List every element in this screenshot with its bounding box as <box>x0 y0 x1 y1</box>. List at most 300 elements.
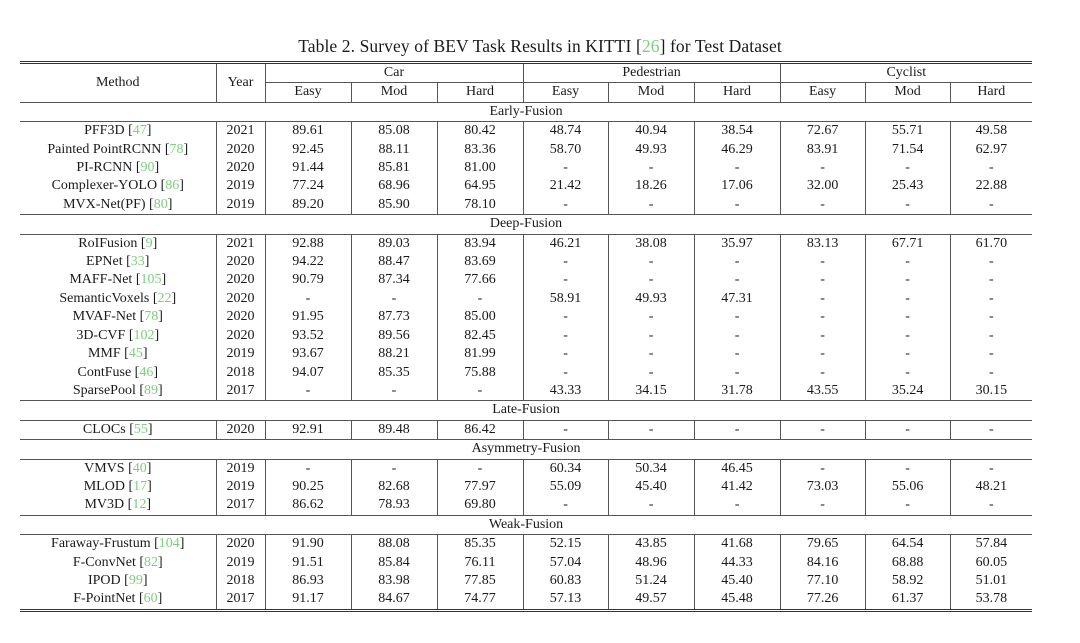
method-name: CLOCs <box>82 421 126 437</box>
value-cell: 57.13 <box>523 590 608 610</box>
table-row <box>20 459 1032 478</box>
value-cell: - <box>608 364 694 382</box>
value-cell: 60.83 <box>523 572 608 590</box>
value-cell: 89.20 <box>265 196 351 215</box>
value-cell: 47.31 <box>694 290 780 308</box>
value-cell: 57.04 <box>523 554 608 572</box>
value-cell: 85.35 <box>351 364 437 382</box>
table-row <box>20 122 1032 141</box>
value-cell: - <box>988 460 994 476</box>
value-cell: 45.40 <box>608 478 694 496</box>
value-cell: 73.03 <box>780 478 865 496</box>
value-cell: 69.80 <box>437 496 523 515</box>
value-cell: 46.21 <box>523 234 608 253</box>
value-cell: 83.36 <box>437 141 523 159</box>
value-cell: - <box>780 290 865 308</box>
value-cell: 85.90 <box>351 196 437 215</box>
value-cell: 82.68 <box>351 478 437 496</box>
value-cell: 38.54 <box>694 122 780 141</box>
value-cell: - <box>437 290 523 308</box>
year-cell: 2019 <box>216 196 265 215</box>
value-cell: - <box>694 271 780 289</box>
citation-link[interactable]: 17 <box>133 478 148 494</box>
table-row <box>20 253 1032 271</box>
table-row <box>20 327 1032 345</box>
value-cell: - <box>523 327 608 345</box>
method-name: VMVS <box>84 460 125 476</box>
citation-link[interactable]: 47 <box>132 123 147 139</box>
year-cell: 2020 <box>216 253 265 271</box>
value-cell: 92.45 <box>265 141 351 159</box>
section-header-row <box>20 515 1032 534</box>
citation-link[interactable]: 80 <box>153 196 168 212</box>
citation-link[interactable]: 60 <box>143 591 158 607</box>
section-header-row <box>20 102 1032 121</box>
value-cell: 43.33 <box>523 382 608 401</box>
value-cell: 92.91 <box>265 420 351 439</box>
method-name: PI-RCNN <box>76 160 133 176</box>
method-cell: MAFF-Net [105] <box>20 271 216 289</box>
header-cyc-easy: Easy <box>780 83 865 102</box>
header-group-car: Car <box>265 63 523 83</box>
citation-link[interactable]: 82 <box>144 554 158 570</box>
method-name: SparsePool <box>72 382 136 398</box>
citation-link[interactable]: 78 <box>169 141 184 157</box>
value-cell: 53.78 <box>950 590 1032 610</box>
value-cell: - <box>694 345 780 363</box>
value-cell: - <box>780 159 865 177</box>
method-cell: MV3D [12] <box>20 496 216 515</box>
value-cell: 35.97 <box>694 234 780 253</box>
value-cell: 48.96 <box>608 554 694 572</box>
value-cell: - <box>265 382 351 401</box>
header-car-hard: Hard <box>437 83 523 102</box>
value-cell: - <box>865 345 950 363</box>
value-cell: 52.15 <box>523 535 608 554</box>
method-name: IPOD <box>87 572 121 588</box>
value-cell: - <box>865 290 950 308</box>
value-cell: 57.84 <box>975 536 1008 552</box>
method-cell: EPNet [33] <box>20 253 216 271</box>
method-cell: MMF [45] <box>20 345 216 363</box>
value-cell: 77.24 <box>265 177 351 195</box>
value-cell: - <box>988 254 994 270</box>
method-cell: F-ConvNet [82] <box>20 554 216 572</box>
table-row <box>20 177 1032 195</box>
value-cell: - <box>865 364 950 382</box>
value-cell: - <box>608 253 694 271</box>
value-cell: 92.88 <box>265 234 351 253</box>
citation-link[interactable]: 46 <box>139 364 154 380</box>
method-cell: SemanticVoxels [22] <box>20 290 216 308</box>
value-cell: 58.92 <box>865 572 950 590</box>
year-cell: 2017 <box>216 590 265 610</box>
value-cell: - <box>780 327 865 345</box>
value-cell: 49.58 <box>975 123 1008 139</box>
value-cell: 58.70 <box>523 141 608 159</box>
value-cell: - <box>780 253 865 271</box>
value-cell: - <box>865 271 950 289</box>
value-cell: 82.45 <box>437 327 523 345</box>
year-cell: 2020 <box>216 290 265 308</box>
value-cell: - <box>780 271 865 289</box>
table-row <box>20 420 1032 439</box>
value-cell: 85.08 <box>351 122 437 141</box>
method-cell: PFF3D [47] <box>20 122 216 141</box>
value-cell: - <box>608 196 694 215</box>
value-cell: 89.03 <box>351 234 437 253</box>
value-cell: 86.42 <box>437 420 523 439</box>
value-cell: - <box>780 420 865 439</box>
method-name: MAFF-Net <box>69 272 133 288</box>
value-cell: - <box>988 364 994 380</box>
value-cell: 64.95 <box>437 177 523 195</box>
value-cell: 84.16 <box>780 554 865 572</box>
value-cell: 88.08 <box>351 535 437 554</box>
method-name: F-ConvNet <box>72 554 136 570</box>
value-cell: 89.48 <box>351 420 437 439</box>
value-cell: 93.52 <box>265 327 351 345</box>
value-cell: - <box>694 196 780 215</box>
value-cell: - <box>865 308 950 326</box>
header-method: Method <box>20 63 216 103</box>
value-cell: 88.11 <box>351 141 437 159</box>
value-cell: 77.66 <box>437 271 523 289</box>
value-cell: - <box>608 327 694 345</box>
value-cell: 68.96 <box>351 177 437 195</box>
table-row <box>20 554 1032 572</box>
value-cell: 88.21 <box>351 345 437 363</box>
value-cell: 41.68 <box>694 535 780 554</box>
header-year: Year <box>216 63 265 103</box>
value-cell: - <box>523 196 608 215</box>
year-cell: 2019 <box>216 554 265 572</box>
value-cell: 83.98 <box>351 572 437 590</box>
value-cell: 93.67 <box>265 345 351 363</box>
value-cell: - <box>523 271 608 289</box>
value-cell: - <box>988 309 994 325</box>
value-cell: - <box>988 196 994 212</box>
section-header-row <box>20 401 1032 420</box>
value-cell: 81.99 <box>437 345 523 363</box>
value-cell: 72.67 <box>780 122 865 141</box>
value-cell: - <box>865 196 950 215</box>
value-cell: - <box>351 459 437 478</box>
value-cell: - <box>694 364 780 382</box>
citation-link[interactable]: 89 <box>144 382 158 398</box>
value-cell: 94.22 <box>265 253 351 271</box>
header-ped-mod: Mod <box>608 83 694 102</box>
method-cell: RoIFusion [9] <box>20 234 216 253</box>
year-cell: 2017 <box>216 382 265 401</box>
value-cell: 77.85 <box>437 572 523 590</box>
header-cyc-mod: Mod <box>865 83 950 102</box>
value-cell: 74.77 <box>437 590 523 610</box>
value-cell: - <box>988 290 994 306</box>
value-cell: 75.88 <box>437 364 523 382</box>
value-cell: - <box>988 272 994 288</box>
value-cell: 78.10 <box>437 196 523 215</box>
value-cell: - <box>523 345 608 363</box>
value-cell: 49.93 <box>608 141 694 159</box>
year-cell: 2020 <box>216 535 265 554</box>
method-cell: IPOD [99] <box>20 572 216 590</box>
value-cell: 81.00 <box>437 159 523 177</box>
value-cell: - <box>437 382 523 401</box>
table-row <box>20 290 1032 308</box>
value-cell: 85.35 <box>437 535 523 554</box>
value-cell: 45.48 <box>694 590 780 610</box>
year-cell: 2019 <box>216 177 265 195</box>
value-cell: 67.71 <box>865 234 950 253</box>
year-cell: 2019 <box>216 459 265 478</box>
year-cell: 2020 <box>216 308 265 326</box>
value-cell: - <box>523 253 608 271</box>
value-cell: 83.94 <box>437 234 523 253</box>
value-cell: - <box>780 196 865 215</box>
value-cell: 91.51 <box>265 554 351 572</box>
value-cell: 68.88 <box>865 554 950 572</box>
year-cell: 2019 <box>216 478 265 496</box>
value-cell: 48.74 <box>523 122 608 141</box>
value-cell: 91.90 <box>265 535 351 554</box>
year-cell: 2020 <box>216 420 265 439</box>
citation-link[interactable]: 105 <box>140 272 162 288</box>
citation-link[interactable]: 86 <box>165 178 180 194</box>
value-cell: - <box>865 253 950 271</box>
value-cell: - <box>694 327 780 345</box>
value-cell: - <box>694 420 780 439</box>
value-cell: 90.25 <box>265 478 351 496</box>
value-cell: 55.09 <box>523 478 608 496</box>
method-name: 3D-CVF <box>76 327 126 343</box>
method-cell: MVX-Net(PF) [80] <box>20 196 216 215</box>
value-cell: - <box>865 159 950 177</box>
method-cell: CLOCs [55] <box>20 420 216 439</box>
value-cell: 91.95 <box>265 308 351 326</box>
value-cell: - <box>780 459 865 478</box>
method-name: MVAF-Net <box>72 309 137 325</box>
value-cell: - <box>608 420 694 439</box>
year-cell: 2018 <box>216 572 265 590</box>
citation-link[interactable]: 22 <box>157 290 172 306</box>
citation-link[interactable]: 33 <box>130 254 145 270</box>
value-cell: 58.91 <box>523 290 608 308</box>
table-body <box>20 102 1032 610</box>
value-cell: 31.78 <box>694 382 780 401</box>
bev-results-table <box>20 61 1032 612</box>
citation-link[interactable]: 55 <box>133 421 148 437</box>
value-cell: - <box>608 159 694 177</box>
table-header <box>20 63 1032 103</box>
value-cell: 49.93 <box>608 290 694 308</box>
table-row <box>20 308 1032 326</box>
value-cell: 55.71 <box>865 122 950 141</box>
citation-link[interactable]: 9 <box>145 235 153 251</box>
value-cell: 83.69 <box>437 253 523 271</box>
section-title: Deep-Fusion <box>20 215 1032 234</box>
value-cell: - <box>780 496 865 515</box>
value-cell: 46.45 <box>694 459 780 478</box>
value-cell: - <box>780 308 865 326</box>
table-row <box>20 496 1032 515</box>
value-cell: - <box>865 420 950 439</box>
value-cell: 89.56 <box>351 327 437 345</box>
method-name: MLOD <box>83 478 125 494</box>
value-cell: 62.97 <box>975 141 1008 157</box>
method-cell: PI-RCNN [90] <box>20 159 216 177</box>
value-cell: 77.97 <box>437 478 523 496</box>
section-header-row <box>20 215 1032 234</box>
year-cell: 2020 <box>216 271 265 289</box>
value-cell: 85.00 <box>437 308 523 326</box>
citation-link[interactable]: 102 <box>133 327 155 343</box>
value-cell: - <box>351 290 437 308</box>
year-cell: 2017 <box>216 496 265 515</box>
citation-link[interactable]: 40 <box>132 460 147 476</box>
year-cell: 2018 <box>216 364 265 382</box>
value-cell: 18.26 <box>608 177 694 195</box>
value-cell: 78.93 <box>351 496 437 515</box>
value-cell: - <box>988 327 994 343</box>
method-name: Faraway-Frustum <box>51 536 151 552</box>
value-cell: - <box>265 459 351 478</box>
value-cell: - <box>988 160 994 176</box>
value-cell: 84.67 <box>351 590 437 610</box>
method-name: Painted PointRCNN <box>47 141 162 157</box>
value-cell: 51.01 <box>975 572 1008 588</box>
citation-link[interactable]: 104 <box>158 536 180 552</box>
value-cell: 77.10 <box>780 572 865 590</box>
value-cell: - <box>694 159 780 177</box>
value-cell: 40.94 <box>608 122 694 141</box>
method-name: MMF <box>87 346 121 362</box>
value-cell: 71.54 <box>865 141 950 159</box>
table-row <box>20 234 1032 253</box>
value-cell: - <box>988 497 994 513</box>
value-cell: - <box>523 364 608 382</box>
year-cell: 2020 <box>216 327 265 345</box>
method-name: MV3D <box>84 497 125 513</box>
table-row <box>20 364 1032 382</box>
value-cell: - <box>780 345 865 363</box>
section-header-row <box>20 440 1032 459</box>
value-cell: 91.17 <box>265 590 351 610</box>
header-car-mod: Mod <box>351 83 437 102</box>
value-cell: 83.91 <box>780 141 865 159</box>
value-cell: 88.47 <box>351 253 437 271</box>
table-row <box>20 159 1032 177</box>
value-cell: 77.26 <box>780 590 865 610</box>
year-cell: 2020 <box>216 159 265 177</box>
method-name: RoIFusion <box>78 235 138 251</box>
table-row <box>20 382 1032 401</box>
citation-link[interactable]: 12 <box>132 497 147 513</box>
value-cell: - <box>523 308 608 326</box>
method-cell: Complexer-YOLO [86] <box>20 177 216 195</box>
header-group-cyclist: Cyclist <box>780 63 1032 83</box>
value-cell: 87.73 <box>351 308 437 326</box>
table-row <box>20 572 1032 590</box>
table-row <box>20 141 1032 159</box>
value-cell: 43.85 <box>608 535 694 554</box>
value-cell: 50.34 <box>608 459 694 478</box>
table-row <box>20 590 1032 610</box>
method-name: SemanticVoxels <box>59 290 150 306</box>
year-cell: 2021 <box>216 234 265 253</box>
value-cell: 35.24 <box>865 382 950 401</box>
value-cell: 94.07 <box>265 364 351 382</box>
value-cell: 89.61 <box>265 122 351 141</box>
header-car-easy: Easy <box>265 83 351 102</box>
value-cell: 46.29 <box>694 141 780 159</box>
header-ped-easy: Easy <box>523 83 608 102</box>
value-cell: 85.81 <box>351 159 437 177</box>
value-cell: - <box>523 496 608 515</box>
value-cell: - <box>608 271 694 289</box>
value-cell: 25.43 <box>865 177 950 195</box>
caption-suffix: ] for Test Dataset <box>659 36 782 56</box>
caption-citation[interactable]: 26 <box>641 36 660 56</box>
value-cell: 79.65 <box>780 535 865 554</box>
value-cell: 34.15 <box>608 382 694 401</box>
citation-link[interactable]: 78 <box>144 309 159 325</box>
citation-link[interactable]: 99 <box>128 572 143 588</box>
method-name: F-PointNet <box>73 591 136 607</box>
value-cell: - <box>694 253 780 271</box>
value-cell: - <box>265 290 351 308</box>
value-cell: 43.55 <box>780 382 865 401</box>
value-cell: 21.42 <box>523 177 608 195</box>
value-cell: 44.33 <box>694 554 780 572</box>
value-cell: 86.93 <box>265 572 351 590</box>
method-cell: MLOD [17] <box>20 478 216 496</box>
value-cell: 61.70 <box>975 235 1008 251</box>
citation-link[interactable]: 90 <box>140 160 155 176</box>
value-cell: 64.54 <box>865 535 950 554</box>
method-name: PFF3D <box>84 123 125 139</box>
value-cell: 38.08 <box>608 234 694 253</box>
year-cell: 2019 <box>216 345 265 363</box>
section-title: Asymmetry-Fusion <box>20 440 1032 459</box>
table-row <box>20 345 1032 363</box>
value-cell: 22.88 <box>975 178 1008 194</box>
section-title: Weak-Fusion <box>20 515 1032 534</box>
method-name: Complexer-YOLO <box>51 178 158 194</box>
value-cell: 85.84 <box>351 554 437 572</box>
method-cell: 3D-CVF [102] <box>20 327 216 345</box>
table-row <box>20 196 1032 215</box>
value-cell: 61.37 <box>865 590 950 610</box>
value-cell: - <box>694 308 780 326</box>
table-row <box>20 271 1032 289</box>
value-cell: - <box>865 496 950 515</box>
value-cell: 55.06 <box>865 478 950 496</box>
header-group-pedestrian: Pedestrian <box>523 63 780 83</box>
section-title: Early-Fusion <box>20 102 1032 121</box>
citation-link[interactable]: 45 <box>128 346 143 362</box>
value-cell: 32.00 <box>780 177 865 195</box>
method-name: MVX-Net(PF) <box>63 196 146 212</box>
value-cell: - <box>694 496 780 515</box>
value-cell: 76.11 <box>437 554 523 572</box>
value-cell: 48.21 <box>975 478 1008 494</box>
header-cyc-hard: Hard <box>977 84 1006 100</box>
table-row <box>20 478 1032 496</box>
value-cell: 45.40 <box>694 572 780 590</box>
method-cell: Painted PointRCNN [78] <box>20 141 216 159</box>
value-cell: - <box>865 327 950 345</box>
